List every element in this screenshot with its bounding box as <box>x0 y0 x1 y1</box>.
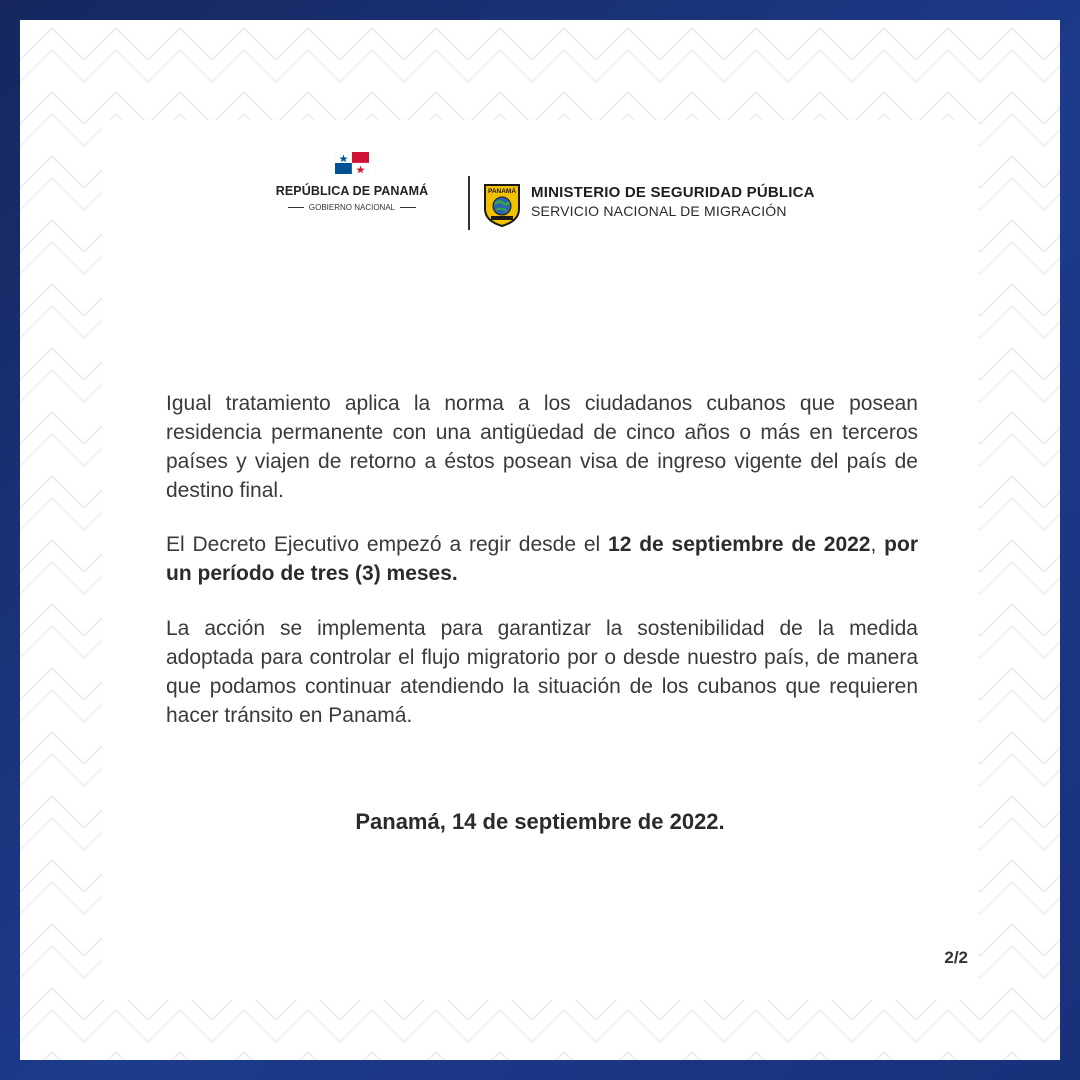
republic-name: REPÚBLICA DE PANAMÁ <box>275 184 429 198</box>
logo-divider <box>468 176 470 230</box>
paragraph-2 <box>166 530 918 588</box>
ministry-logo <box>531 185 815 218</box>
ministry-subtitle: SERVICIO NACIONAL DE MIGRACIÓN <box>531 203 787 219</box>
migration-shield-icon <box>483 183 521 227</box>
paragraph-2-comma: , <box>870 533 885 556</box>
paragraph-1: Igual tratamiento aplica la norma a los ciudadanos cubanos que posean residencia permanente con una antigüedad de cinco años o más en terceros países y viajen de retorno a éstos posean visa de ingreso vigente del país de destino final. <box>166 392 918 502</box>
republic-logo <box>266 152 438 212</box>
ministry-title: MINISTERIO DE SEGURIDAD PÚBLICA <box>531 184 815 201</box>
government-subtitle <box>266 203 438 212</box>
panama-flag-icon <box>335 152 369 174</box>
divider-line <box>288 207 304 208</box>
government-subtitle-text: GOBIERNO NACIONAL <box>308 203 396 212</box>
place-and-date: Panamá, 14 de septiembre de 2022. <box>355 809 725 834</box>
shield-text: PANAMÁ <box>487 188 517 195</box>
paragraph-2-lead: El Decreto Ejecutivo empezó a regir desde el <box>166 533 609 556</box>
paragraph-3: La acción se implementa para garantizar la sostenibilidad de la medida adoptada para controlar el flujo migratorio por o desde nuestro país, de manera que podamos continuar atendiendo la situación de los cubanos que requieren hacer tránsito en Panamá. <box>166 617 918 727</box>
divider-line <box>400 207 416 208</box>
page-indicator: 2/2 <box>944 948 968 967</box>
paragraph-2-period: por un período de tres (3) meses. <box>166 533 918 585</box>
paragraph-2-date: 12 de septiembre de 2022 <box>608 533 871 556</box>
